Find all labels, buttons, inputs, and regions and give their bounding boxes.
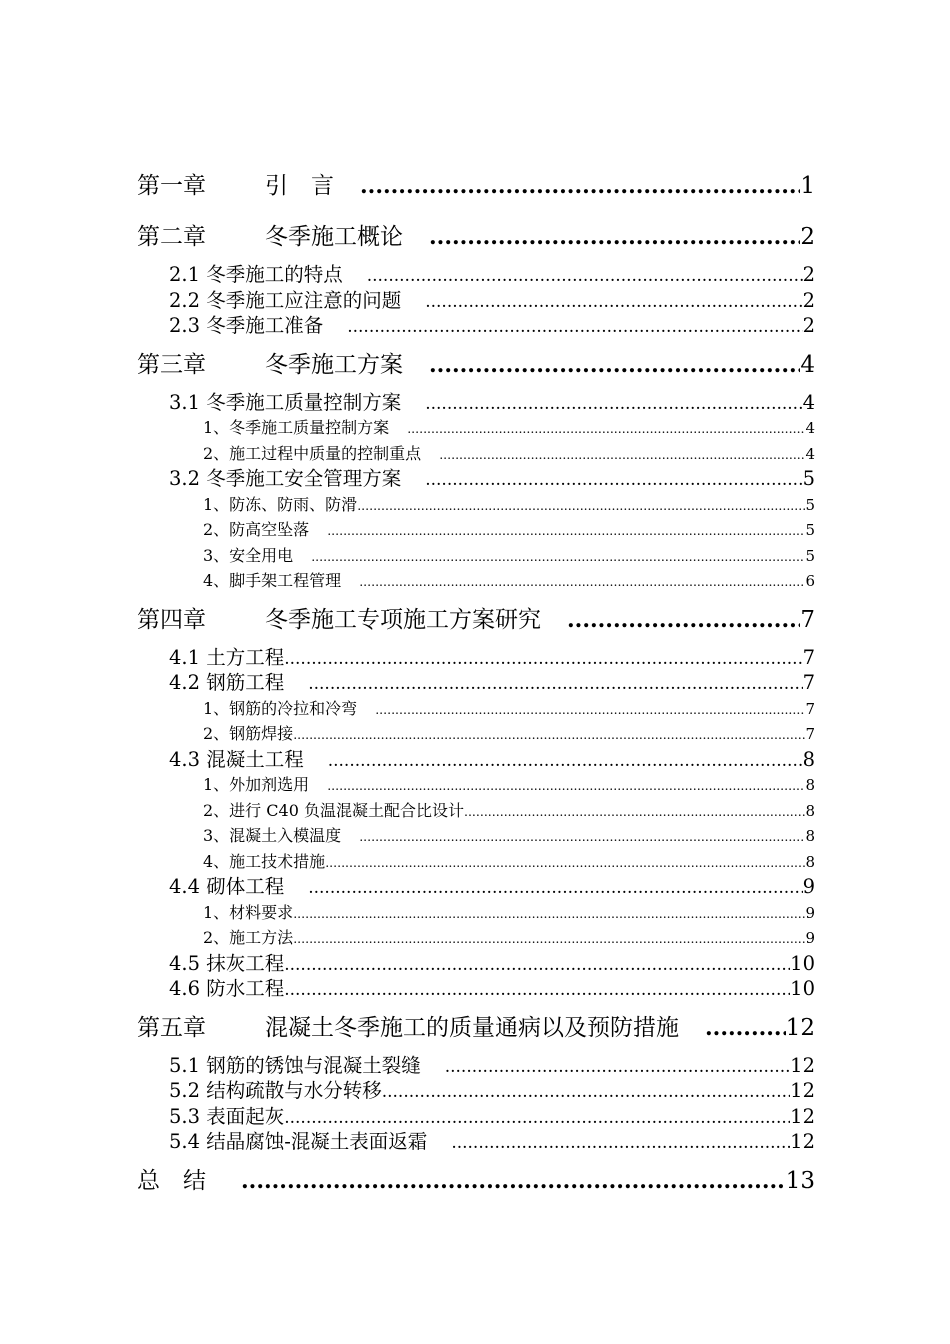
section-title: 5.3 表面起灰 — [169, 1104, 285, 1128]
section-title: 5.2 结构疏散与水分转移 — [169, 1079, 382, 1102]
page-number: 5 — [805, 546, 815, 565]
dot-leader — [367, 264, 803, 290]
page-number: 8 — [805, 801, 815, 820]
page-number: 7 — [800, 606, 815, 633]
page-number: 9 — [805, 903, 815, 922]
toc-chapter-5[interactable] — [137, 1010, 815, 1047]
subsection-title: 1、防冻、防雨、防滑 — [203, 494, 358, 514]
page-number: 7 — [805, 725, 815, 743]
toc-subsection[interactable] — [137, 517, 815, 543]
subsection-title: 2、钢筋焊接 — [203, 724, 294, 743]
subsection-title: 3、安全用电 — [203, 545, 294, 565]
subsection-title: 3、混凝土入模温度 — [203, 826, 342, 845]
subsection-title: 4、脚手架工程管理 — [203, 571, 342, 590]
dot-leader — [425, 392, 802, 418]
dot-leader — [327, 518, 805, 544]
page-number: 2 — [802, 288, 815, 312]
dot-leader — [425, 468, 802, 494]
toc-chapter-2[interactable] — [137, 219, 815, 256]
dot-leader — [308, 876, 802, 902]
chapter-number: 第一章 — [137, 173, 206, 199]
toc-chapter-1[interactable] — [137, 168, 815, 205]
page-number: 1 — [800, 173, 815, 199]
dot-leader — [359, 569, 805, 595]
section-title: 5.1 钢筋的锈蚀与混凝土裂缝 — [169, 1053, 421, 1077]
dot-leader — [705, 1010, 786, 1047]
dot-leader — [429, 219, 800, 256]
dot-leader — [357, 493, 805, 519]
dot-leader — [464, 799, 805, 825]
summary-title: 总 结 — [137, 1167, 206, 1194]
page-number: 9 — [802, 875, 815, 898]
page-number: 12 — [790, 1104, 815, 1128]
toc-section[interactable] — [137, 874, 815, 900]
page-number: 4 — [800, 351, 815, 378]
page-number: 7 — [805, 699, 815, 718]
toc-section[interactable] — [137, 390, 815, 416]
chapter-title: 冬季施工概论 — [265, 224, 403, 250]
page-number: 13 — [785, 1167, 815, 1194]
section-title: 4.6 防水工程 — [169, 977, 285, 1000]
toc-chapter-3[interactable] — [137, 347, 815, 384]
chapter-number: 第二章 — [137, 224, 206, 250]
page-number: 4 — [805, 419, 815, 437]
toc-section[interactable] — [137, 1078, 815, 1104]
page-number: 12 — [785, 1014, 815, 1041]
toc-subsection[interactable] — [137, 772, 815, 798]
toc-section[interactable] — [137, 670, 815, 696]
dot-leader — [293, 926, 805, 952]
subsection-title: 1、钢筋的冷拉和冷弯 — [203, 698, 358, 718]
toc-section[interactable] — [137, 976, 815, 1002]
section-title: 4.4 砌体工程 — [169, 875, 285, 898]
page-number: 5 — [802, 467, 815, 490]
chapter-title: 冬季施工专项施工方案研究 — [265, 606, 541, 633]
toc-subsection[interactable] — [137, 492, 815, 518]
table-of-contents — [137, 168, 815, 1200]
section-title: 4.2 钢筋工程 — [169, 671, 285, 694]
section-title: 4.5 抹灰工程 — [169, 951, 285, 975]
dot-leader — [375, 697, 805, 723]
page-number: 4 — [805, 444, 815, 463]
section-title: 3.1 冬季施工质量控制方案 — [169, 390, 402, 414]
subsection-title: 1、材料要求 — [203, 902, 294, 922]
dot-leader — [325, 850, 805, 876]
page-number: 2 — [802, 263, 815, 286]
toc-section[interactable] — [137, 466, 815, 492]
toc-subsection[interactable] — [137, 543, 815, 569]
section-title: 3.2 冬季施工安全管理方案 — [169, 467, 402, 490]
subsection-title: 2、施工方法 — [203, 928, 294, 947]
section-title: 2.1 冬季施工的特点 — [169, 263, 343, 286]
dot-leader — [293, 722, 805, 748]
page-number: 12 — [790, 1130, 815, 1153]
page-number: 2 — [800, 224, 815, 250]
dot-leader — [439, 442, 805, 468]
toc-subsection[interactable] — [137, 568, 815, 594]
subsection-title: 1、外加剂选用 — [203, 775, 310, 794]
toc-subsection[interactable] — [137, 849, 815, 875]
toc-section[interactable] — [137, 1104, 815, 1130]
chapter-number: 第五章 — [137, 1014, 206, 1041]
chapter-title: 引 言 — [265, 173, 334, 199]
chapter-number: 第四章 — [137, 606, 206, 633]
section-title: 5.4 结晶腐蚀-混凝土表面返霜 — [169, 1130, 428, 1153]
dot-leader — [359, 824, 805, 850]
page-number: 4 — [802, 390, 815, 414]
page-number: 10 — [790, 977, 815, 1000]
subsection-title: 4、施工技术措施 — [203, 851, 326, 871]
toc-subsection[interactable] — [137, 415, 815, 441]
page-number: 8 — [802, 747, 815, 771]
dot-leader — [284, 647, 802, 673]
toc-subsection[interactable] — [137, 441, 815, 467]
page-number: 8 — [805, 776, 815, 794]
toc-section[interactable] — [137, 747, 815, 773]
subsection-title: 2、施工过程中质量的控制重点 — [203, 443, 422, 463]
dot-leader — [451, 1131, 790, 1157]
page-number: 8 — [805, 852, 815, 871]
dot-leader — [347, 315, 802, 341]
toc-section[interactable] — [137, 313, 815, 339]
toc-subsection[interactable] — [137, 900, 815, 926]
dot-leader — [425, 290, 802, 316]
dot-leader — [284, 1106, 790, 1132]
dot-leader — [241, 1163, 786, 1200]
chapter-title: 冬季施工方案 — [265, 351, 403, 378]
section-title: 4.1 土方工程 — [169, 645, 285, 669]
page-number: 8 — [805, 827, 815, 845]
dot-leader — [567, 602, 800, 639]
dot-leader — [284, 978, 790, 1004]
dot-leader — [327, 773, 805, 799]
dot-leader — [308, 672, 802, 698]
dot-leader — [429, 347, 800, 384]
toc-section[interactable] — [137, 951, 815, 977]
toc-subsection[interactable] — [137, 925, 815, 951]
dot-leader — [293, 901, 805, 927]
toc-section[interactable] — [137, 288, 815, 314]
page-number: 9 — [805, 929, 815, 947]
dot-leader — [311, 544, 805, 570]
page-number: 6 — [805, 572, 815, 590]
page-number: 10 — [790, 951, 815, 975]
toc-summary[interactable] — [137, 1163, 815, 1200]
dot-leader — [284, 953, 790, 979]
toc-chapter-4[interactable] — [137, 602, 815, 639]
page-number: 2 — [802, 314, 815, 337]
subsection-title: 1、冬季施工质量控制方案 — [203, 418, 390, 437]
section-title: 2.2 冬季施工应注意的问题 — [169, 288, 402, 312]
dot-leader — [445, 1055, 790, 1081]
dot-leader — [328, 749, 803, 775]
toc-section[interactable] — [137, 645, 815, 671]
page-number: 12 — [790, 1079, 815, 1102]
page-number: 7 — [802, 645, 815, 669]
toc-subsection[interactable] — [137, 798, 815, 824]
dot-leader — [360, 168, 800, 205]
toc-subsection[interactable] — [137, 823, 815, 849]
page-number: 5 — [805, 495, 815, 514]
section-title: 4.3 混凝土工程 — [169, 747, 304, 771]
toc-section[interactable] — [137, 1129, 815, 1155]
chapter-title: 混凝土冬季施工的质量通病以及预防措施 — [265, 1014, 679, 1041]
dot-leader — [407, 416, 805, 442]
toc-section[interactable] — [137, 262, 815, 288]
page-number: 7 — [802, 671, 815, 694]
toc-subsection[interactable] — [137, 721, 815, 747]
toc-section[interactable] — [137, 1053, 815, 1079]
chapter-number: 第三章 — [137, 351, 206, 378]
subsection-title: 2、防高空坠落 — [203, 520, 310, 539]
section-title: 2.3 冬季施工准备 — [169, 314, 324, 337]
subsection-title: 2、进行 C40 负温混凝土配合比设计 — [203, 800, 464, 820]
dot-leader — [382, 1080, 790, 1106]
page-number: 12 — [790, 1053, 815, 1077]
page-number: 5 — [805, 521, 815, 539]
toc-subsection[interactable] — [137, 696, 815, 722]
